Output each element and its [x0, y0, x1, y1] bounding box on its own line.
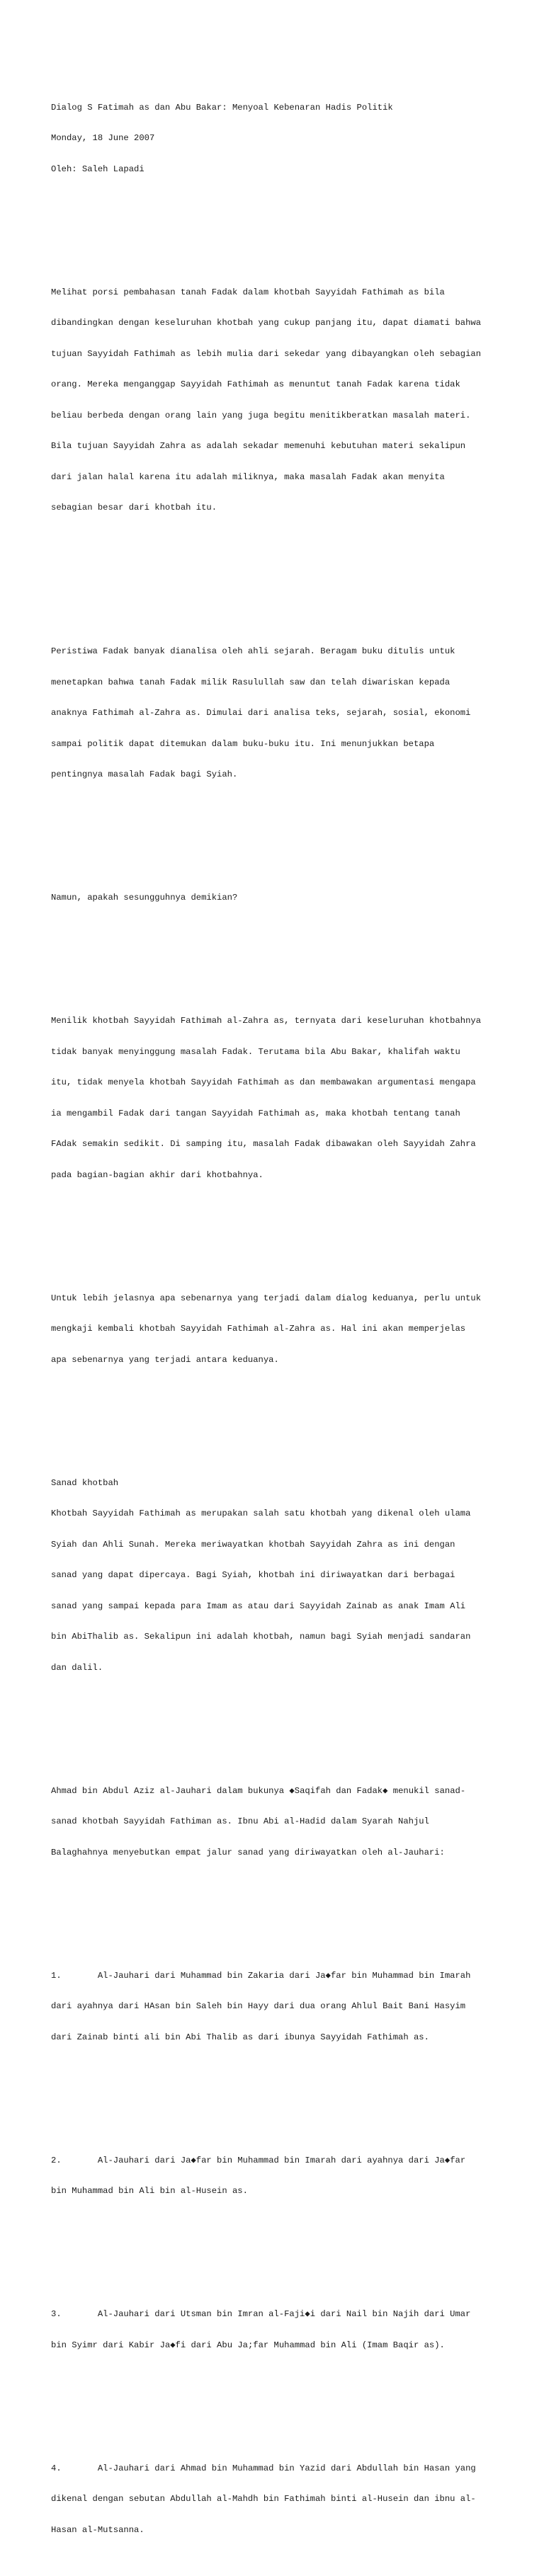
text-line: sanad khotbah Sayyidah Fathiman as. Ibnu Abi al-Hadid dalam Syarah Nahjul — [51, 1816, 429, 1826]
spacer — [51, 954, 504, 965]
text-line: dari ayahnya dari HAsan bin Saleh bin Hayy dari dua orang Ahlul Bait Bani Hasyim — [51, 2001, 466, 2011]
text-line: Hasan al-Mutsanna. — [51, 2524, 144, 2535]
text-line: ia mengambil Fadak dari tangan Sayyidah Fathimah as, maka khotbah tentang tanah — [51, 1108, 460, 1118]
text-line: orang. Mereka menganggap Sayyidah Fathimah as menuntut tanah Fadak karena tidak — [51, 379, 460, 389]
text-line: dari Zainab binti ali bin Abi Thalib as dari ibunya Sayyidah Fathimah as. — [51, 2032, 429, 2042]
spacer — [51, 1909, 504, 1920]
spacer — [51, 226, 504, 236]
text-line: Peristiwa Fadak banyak dianalisa oleh ahli sejarah. Beragam buku ditulis untuk — [51, 646, 455, 656]
spacer — [51, 2402, 504, 2412]
text-line: sanad yang sampai kepada para Imam as atau dari Sayyidah Zainab as anak Imam Ali — [51, 1601, 466, 1611]
text-line: apa sebenarnya yang terjadi antara keduanya. — [51, 1354, 279, 1365]
paragraph-intro — [51, 267, 504, 534]
spacer — [51, 1232, 504, 1242]
paragraph-khotbah-review — [51, 995, 504, 1201]
text-line: Namun, apakah sesungguhnya demikian? — [51, 893, 238, 903]
text-line: Balaghahnya menyebutkan empat jalur sanad yang diriwayatkan oleh al-Jauhari: — [51, 1847, 445, 1857]
text-line: Ahmad bin Abdul Aziz al-Jauhari dalam bukunya ◆Saqifah dan Fadak◆ menukil sanad- — [51, 1785, 466, 1796]
list-item-1 — [51, 1950, 504, 2063]
text-line: Khotbah Sayyidah Fathimah as merupakan salah satu khotbah yang dikenal oleh ulama — [51, 1509, 471, 1518]
text-line: tujuan Sayyidah Fathimah as lebih mulia dari sekedar yang dibayangkan oleh sebagian — [51, 348, 482, 359]
document-page — [51, 51, 504, 2576]
spacer — [51, 564, 504, 595]
text-line: dan dalil. — [51, 1662, 103, 1673]
text-line: pentingnya masalah Fadak bagi Syiah. — [51, 769, 238, 779]
text-line: Untuk lebih jelasnya apa sebenarnya yang terjadi dalam dialog keduanya, perlu untuk — [51, 1293, 482, 1303]
text-line: menetapkan bahwa tanah Fadak milik Rasulullah saw dan telah diwariskan kepada — [51, 677, 450, 687]
text-line: bin Muhammad bin Ali bin al-Husein as. — [51, 2186, 248, 2196]
text-line: bin Syimr dari Kabir Ja◆fi dari Abu Ja;far Muhammad bin Ali (Imam Baqir as). — [51, 2340, 445, 2350]
text-line: Menilik khotbah Sayyidah Fathimah al-Zahra as, ternyata dari keseluruhan khotbahnya — [51, 1016, 482, 1026]
text-line: tidak banyak menyinggung masalah Fadak. Terutama bila Abu Bakar, khalifah waktu — [51, 1046, 460, 1057]
text-line: dibandingkan dengan keseluruhan khotbah yang cukup panjang itu, dapat diamati bahwa — [51, 318, 482, 328]
spacer — [51, 831, 504, 842]
text-line: 3. Al-Jauhari dari Utsman bin Imran al-Faji◆i dari Nail bin Najih dari Umar — [51, 2309, 471, 2319]
text-line: sanad yang dapat dipercaya. Bagi Syiah, khotbah ini diriwayatkan dari berbagai — [51, 1570, 455, 1580]
paragraph-fadak-analysis — [51, 626, 504, 801]
text-line: Bila tujuan Sayyidah Zahra as adalah sekadar memenuhi kebutuhan materi sekalipun — [51, 441, 466, 451]
text-line: pada bagian-bagian akhir dari khotbahnya. — [51, 1169, 264, 1180]
text-line: anaknya Fathimah al-Zahra as. Dimulai dari analisa teks, sejarah, sosial, ekonomi — [51, 708, 471, 718]
section-heading: Sanad khotbah — [51, 1477, 119, 1488]
list-item-3 — [51, 2289, 504, 2371]
text-line: itu, tidak menyela khotbah Sayyidah Fathimah as dan membawakan argumentasi mengapa — [51, 1077, 476, 1087]
text-line: 4. Al-Jauhari dari Ahmad bin Muhammad bin Yazid dari Abdullah bin Hasan yang — [51, 2463, 476, 2473]
text-line: dari jalan halal karena itu adalah miliknya, maka masalah Fadak akan menyita — [51, 471, 445, 482]
text-line: 2. Al-Jauhari dari Ja◆far bin Muhammad bin Imarah dari ayahnya dari Ja◆far — [51, 2155, 466, 2165]
paragraph-question — [51, 872, 504, 924]
text-line: bin AbiThalib as. Sekalipun ini adalah khotbah, namun bagi Syiah menjadi sandaran — [51, 1632, 471, 1642]
document-header — [51, 82, 504, 195]
text-line: 1. Al-Jauhari dari Muhammad bin Zakaria dari Ja◆far bin Muhammad bin Imarah — [51, 1970, 471, 1981]
text-line: mengkaji kembali khotbah Sayyidah Fathimah al-Zahra as. Hal ini akan memperjelas — [51, 1324, 466, 1334]
text-line: sebagian besar dari khotbah itu. — [51, 503, 217, 513]
document-title: Dialog S Fatimah as dan Abu Bakar: Menyoal Kebenaran Hadis Politik — [51, 102, 393, 113]
section-sanad-khotbah — [51, 1458, 504, 1694]
paragraph-jauhari — [51, 1765, 504, 1879]
text-line: beliau berbeda dengan orang lain yang juga begitu menitikberatkan masalah materi. — [51, 410, 471, 420]
spacer — [51, 2248, 504, 2258]
document-author: Oleh: Saleh Lapadi — [51, 164, 144, 174]
document-date: Monday, 18 June 2007 — [51, 133, 155, 143]
spacer — [51, 2094, 504, 2105]
spacer — [51, 1724, 504, 1735]
text-line: FAdak semakin sedikit. Di samping itu, masalah Fadak dibawakan oleh Sayyidah Zahra — [51, 1139, 476, 1149]
text-line: sampai politik dapat ditemukan dalam buku-buku itu. Ini menunjukkan betapa — [51, 738, 435, 749]
text-line: dikenal dengan sebutan Abdullah al-Mahdh bin Fathimah binti al-Husein dan ibnu al- — [51, 2494, 476, 2504]
paragraph-clarification — [51, 1273, 504, 1386]
text-line: Syiah dan Ahli Sunah. Mereka meriwayatkan khotbah Sayyidah Zahra as ini dengan — [51, 1539, 455, 1550]
list-item-2 — [51, 2135, 504, 2217]
text-line: Melihat porsi pembahasan tanah Fadak dalam khotbah Sayyidah Fathimah as bila — [51, 287, 445, 297]
spacer — [51, 1416, 504, 1427]
list-item-4 — [51, 2443, 504, 2556]
